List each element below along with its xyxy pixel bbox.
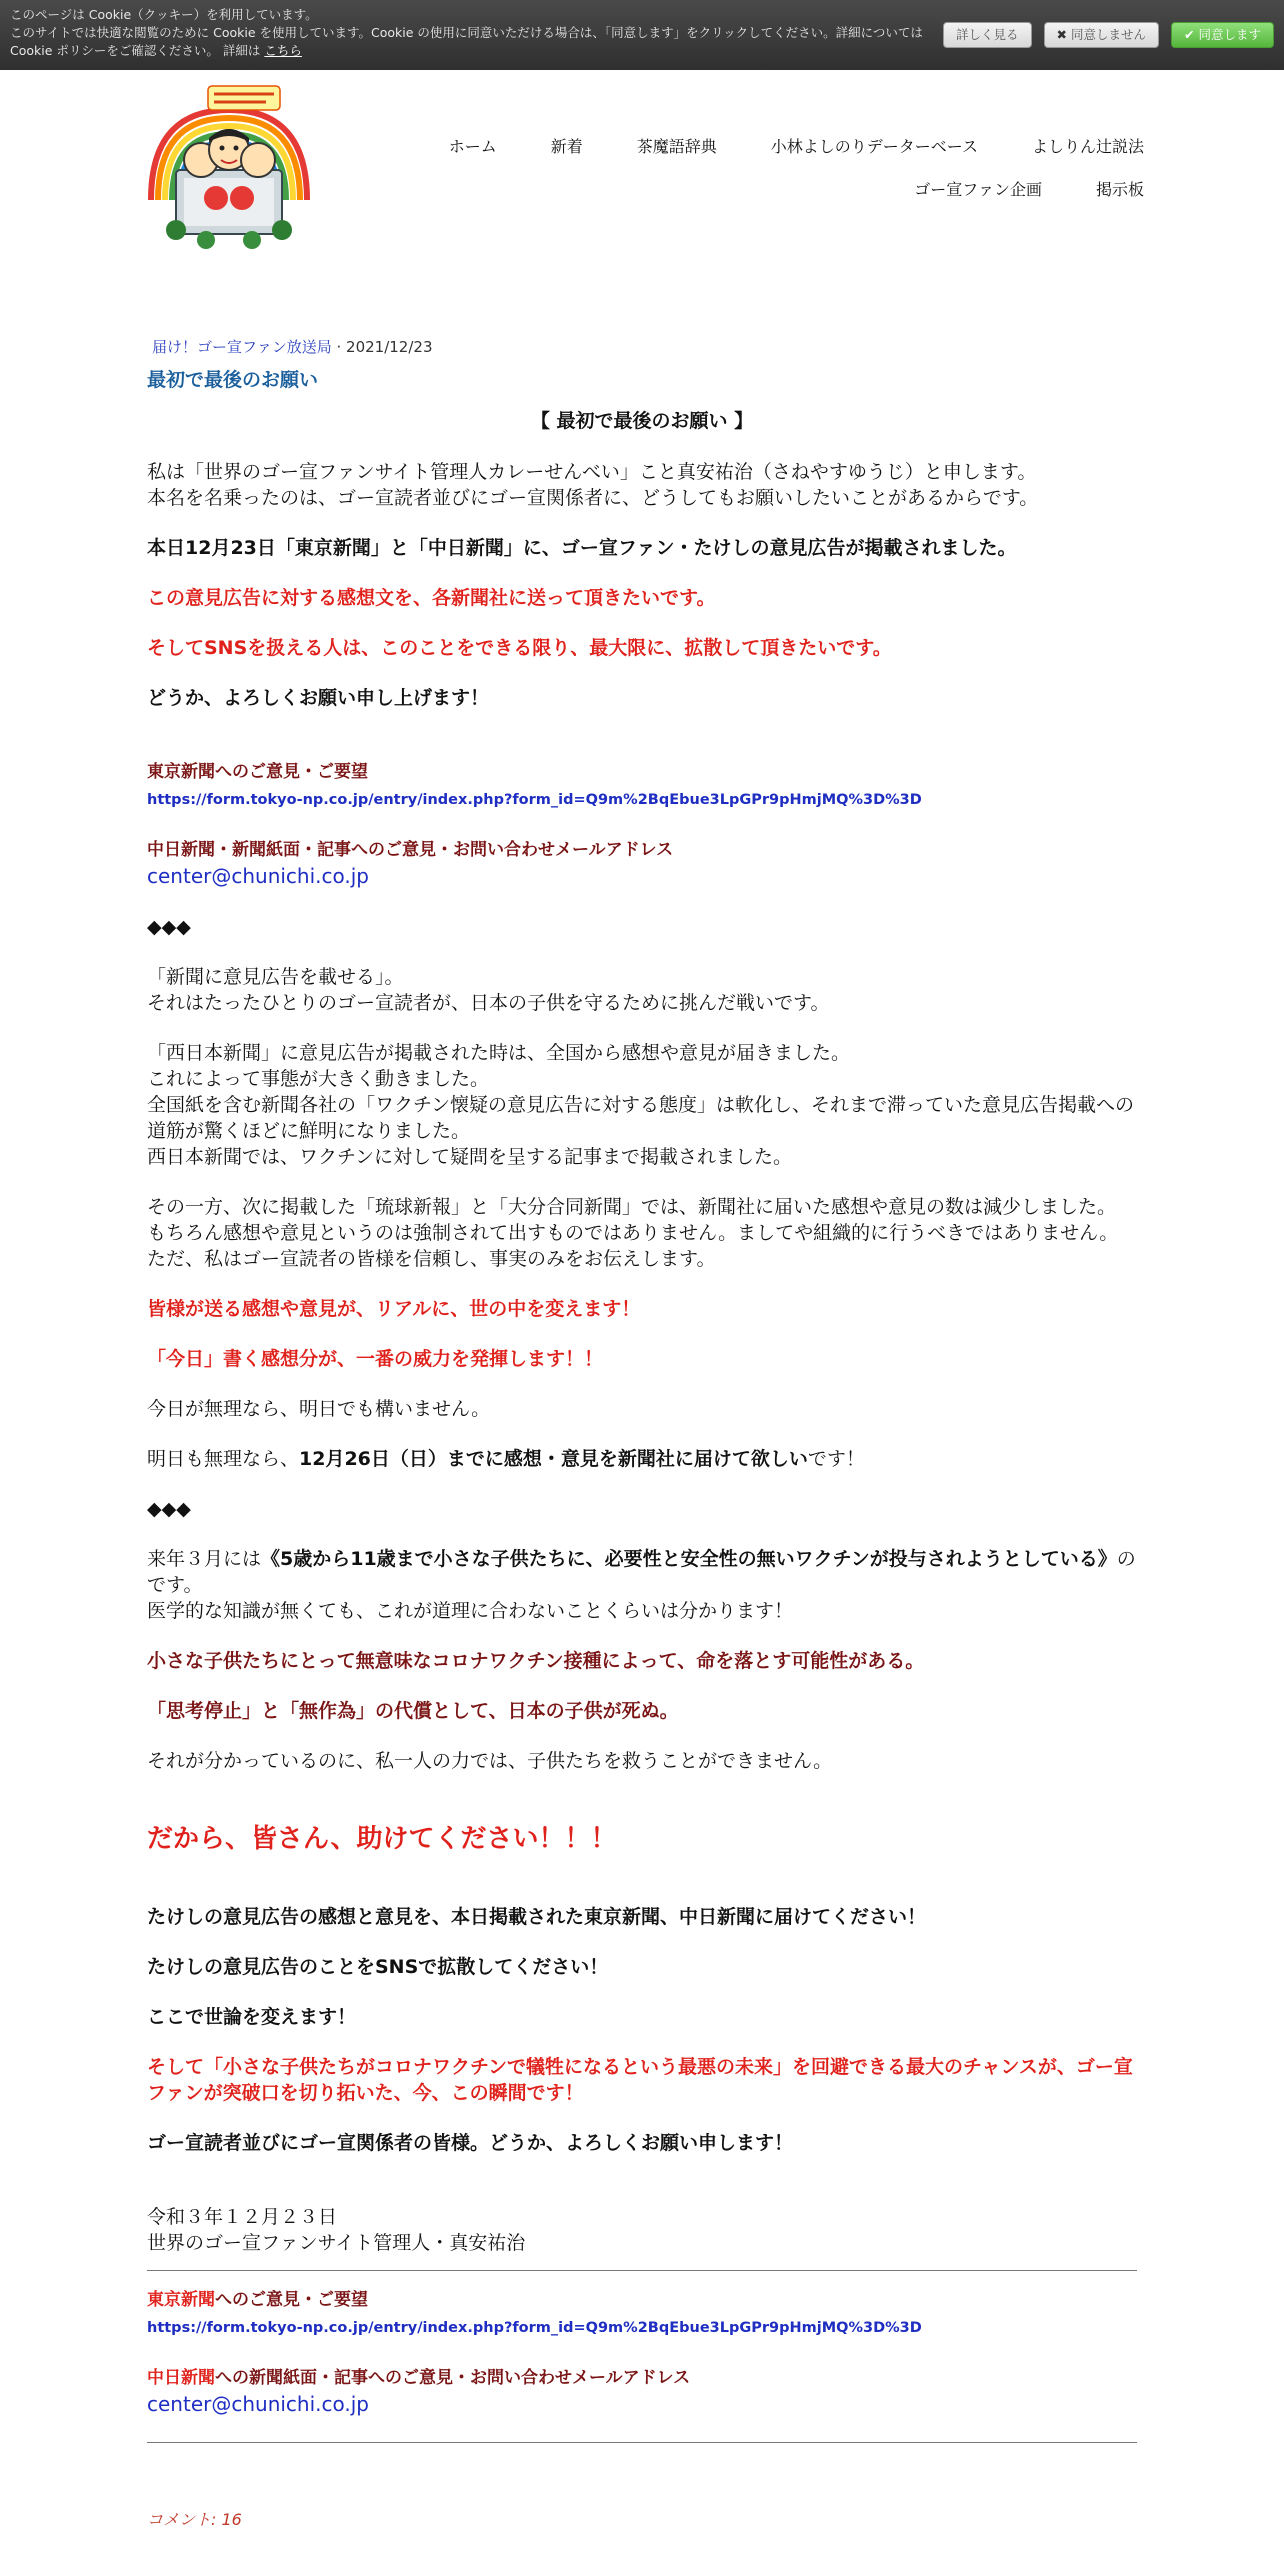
vaccine-plan-prefix: 来年３月には [147,1548,262,1570]
cookie-decline-label: 同意しません [1070,27,1146,42]
story-line-2: それはたったひとりのゴー宣読者が、日本の子供を守るために挑んだ戦いです。 [147,992,830,1014]
deadline-suffix: です！ [807,1448,865,1470]
check-icon: ✔ [1184,27,1195,42]
deadline-prefix: 明日も無理なら、 [147,1448,300,1470]
story-line-5: 全国紙を含む新聞各社の「ワクチン懐疑の意見広告に対する態度」は軟化し、それまで滞っていた意見広告掲載への道筋が驚くほどに鮮明になりました。 [147,1094,1135,1142]
story-line-4: これによって事態が大きく動きました。 [147,1068,490,1090]
divider-bottom [147,2442,1137,2443]
chunichi-email-link-2[interactable]: center@chunichi.co.jp [147,2392,370,2416]
cannot-save-line: それが分かっているのに、私一人の力では、子供たちを救うことができません。 [147,1750,833,1772]
section-separator-1: ◆◆◆ [147,916,191,938]
nav-board[interactable]: 掲示板 [1095,180,1144,199]
site-logo[interactable] [146,80,312,258]
intro-line-2: 本名を名乗ったのは、ゴー宣読者並びにゴー宣関係者に、どうしてもお願いしたいことがあるからです。 [147,487,1039,509]
story-line-3: 「西日本新聞」に意見広告が掲載された時は、全国から感想や意見が届きました。 [147,1042,851,1064]
close-icon: ✖ [1056,27,1067,42]
nav-row-2 [384,177,1144,200]
story-line-1: 「新聞に意見広告を載せる」。 [147,966,404,988]
request-letters: この意見広告に対する感想文を、各新聞社に送って頂きたいです。 [147,587,716,609]
article-heading: 【 最初で最後のお願い 】 [530,410,754,432]
post-date: 令和３年１２月２３日 [147,2206,338,2228]
cookie-details-link[interactable]: こちら [264,43,302,58]
meta-separator: · [336,338,347,356]
section-separator-2: ◆◆◆ [147,1498,191,1520]
divider-top [147,2270,1137,2271]
tokyo-feedback-link-2[interactable]: https://form.tokyo-np.co.jp/entry/index.php?form_id=Q9m%2BqEbue3LpGPr9pHmjMQ%3D%3D [147,2320,922,2336]
article-category-link[interactable]: 届け！ゴー宣ファン放送局 [152,338,332,356]
vaccine-plan-line [147,1546,1137,1598]
request-sns: そしてSNSを扱える人は、このことをできる限り、最大限に、拡散して頂きたいです。 [147,637,892,659]
article-meta [152,336,1137,357]
tokyo-feedback-link[interactable]: https://form.tokyo-np.co.jp/entry/index.php?form_id=Q9m%2BqEbue3LpGPr9pHmjMQ%3D%3D [147,792,922,808]
tomorrow-line: 今日が無理なら、明日でも構いません。 [147,1398,491,1420]
nav-dictionary[interactable]: 茶魔語辞典 [636,137,717,156]
cookie-message: このページは Cookie（クッキー）を利用しています。 このサイトでは快適な閲覧のために Cookie を使用しています。Cookie の使用に同意いただける場合は、「同意します」をクリックしてください。詳細については Cookie ポリシーをご確認ください。 詳細は [10,7,923,58]
cookie-accept-button[interactable] [1171,22,1274,48]
please-line: どうか、よろしくお願い申し上げます！ [147,687,490,709]
tokyo-feedback-label: 東京新聞へのご意見・ご要望 [147,762,368,782]
cookie-banner [0,0,1284,70]
article-date: 2021/12/23 [346,338,433,356]
nav-home[interactable]: ホーム [448,137,497,156]
tokyo-feedback-label-2 [147,2287,1137,2313]
nav-new[interactable]: 新着 [550,137,583,156]
article [147,336,1137,2530]
comments-link[interactable] [147,2510,242,2529]
cookie-accept-label: 同意します [1198,27,1261,42]
cookie-more-button[interactable]: 詳しく見る [943,22,1032,48]
chunichi-email-link[interactable]: center@chunichi.co.jp [147,864,370,888]
deadline-line [147,1446,1137,1472]
chunichi-name: 中日新聞 [147,2368,215,2388]
emphasis-change-world: 皆様が送る感想や意見が、リアルに、世の中を変えます！ [147,1298,641,1320]
story-line-6: 西日本新聞では、ワクチンに対して疑問を呈する記事まで掲載されました。 [147,1146,793,1168]
chunichi-feedback-label-2 [147,2365,1137,2391]
signature: 世界のゴー宣ファンサイト管理人・真安祐治 [147,2232,526,2254]
tokyo-rest: へのご意見・ご要望 [215,2290,368,2310]
reason-line: 医学的な知識が無くても、これが道理に合わないことくらいは分かります！ [147,1600,794,1622]
vaccine-plan-suffix: のです。 [147,1548,1136,1596]
call-line-5: ゴー宣読者並びにゴー宣関係者の皆様。どうか、よろしくお願い申します！ [147,2132,794,2154]
article-title: 最初で最後のお願い [147,369,319,391]
call-line-3: ここで世論を変えます！ [147,2006,357,2028]
cookie-decline-button[interactable] [1044,22,1160,48]
nav-sermon[interactable]: よしりん辻説法 [1031,137,1144,156]
chunichi-rest: への新聞紙面・記事へのご意見・お問い合わせメールアドレス [215,2368,691,2388]
vaccine-plan-emphasis: 《5歳から11歳まで小さな子供たちに、必要性と安全性の無いワクチンが投与されようとしている》 [261,1548,1117,1570]
call-line-2: たけしの意見広告のことをSNSで拡散してください！ [147,1956,609,1978]
intro-line-1: 私は「世界のゴー宣ファンサイト管理人カレーせんべい」こと真安祐治（さねやすゆうじ）と申します。 [147,461,1037,483]
emphasis-today: 「今日」書く感想分が、一番の威力を発揮します！！ [147,1348,604,1370]
story-line-8: もちろん感想や意見というのは強制されて出すものではありません。ましてや組織的に行うべきではありません。 [147,1222,1119,1244]
danger-line-2: 「思考停止」と「無作為」の代償として、日本の子供が死ぬ。 [147,1700,679,1722]
chunichi-feedback-label: 中日新聞・新聞紙面・記事へのご意見・お問い合わせメールアドレス [147,840,674,860]
tokyo-name: 東京新聞 [147,2290,215,2310]
danger-line-1: 小さな子供たちにとって無意味なコロナワクチン接種によって、命を落とす可能性がある。 [147,1650,925,1672]
help-plea: だから、皆さん、助けてください！！！ [147,1824,617,1854]
main-nav [384,134,1144,220]
cookie-text [10,6,930,60]
comments-label: コメント: [147,2510,222,2529]
call-line-4: そして「小さな子供たちがコロナワクチンで犠牲になるという最悪の未来」を回避できる最大のチャンスが、ゴー宣ファンが突破口を切り拓いた、今、この瞬間です！ [147,2056,1133,2104]
story-line-7: その一方、次に掲載した「琉球新報」と「大分合同新聞」では、新聞社に届いた感想や意見の数は減少しました。 [147,1196,1117,1218]
nav-row-1 [384,134,1144,157]
call-line-1: たけしの意見広告の感想と意見を、本日掲載された東京新聞、中日新聞に届けてください！ [147,1906,927,1928]
nav-database[interactable]: 小林よしのりデーターベース [770,137,978,156]
deadline-date: 12月26日（日）までに感想・意見を新聞社に届けて欲しい [299,1448,808,1470]
comments-count: 16 [221,2510,242,2529]
ad-notice: 本日12月23日「東京新聞」と「中日新聞」に、ゴー宣ファン・たけしの意見広告が掲載されました。 [147,537,1017,559]
nav-fan-project[interactable]: ゴー宣ファン企画 [914,180,1042,199]
cookie-buttons [943,22,1274,48]
story-line-9: ただ、私はゴー宣読者の皆様を信頼し、事実のみをお伝えします。 [147,1248,716,1270]
